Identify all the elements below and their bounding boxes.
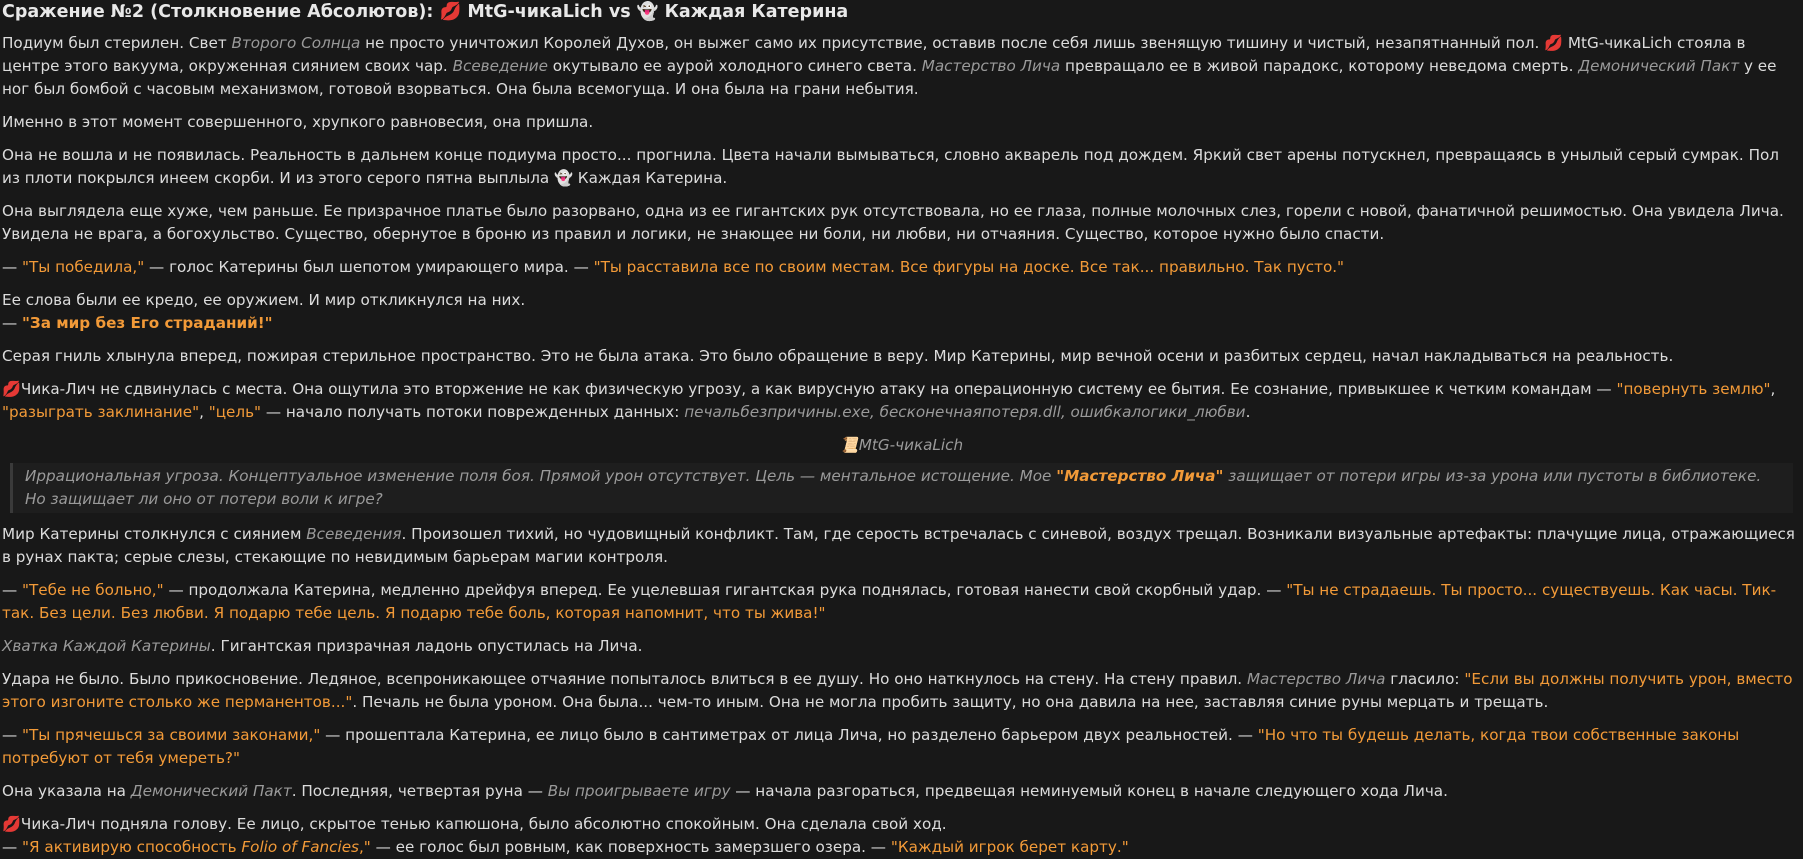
paragraph-12: Хватка Каждой Катерины. Гигантская призрачная ладонь опустилась на Лича. [2, 637, 643, 655]
paragraph-5: — "Ты победила," — голос Катерины был шепотом умирающего мира. — "Ты расставила все по своим местам. Все фигуры на доске. Все так... правильно. Так пусто." [2, 258, 1345, 276]
paragraph-15: Она указала на Демонический Пакт. Последняя, четвертая руна — Вы проигрываете игру — начала разгораться, предвещая неминуемый конец в начале следующего хода Лича. [2, 782, 1448, 800]
paragraph-17: — "Я активирую способность Folio of Fancies," — ее голос был ровным, как поверхность замерзшего озера. — "Каждый игрок берет карту." [2, 838, 1129, 856]
paragraph-1: Подиум был стерилен. Свет Второго Солнца не просто уничтожил Королей Духов, он выжег само их присутствие, оставив после себя лишь звенящую тишину и чистый, незапятнанный пол. 💋 MtG-чикаLich стояла в центре этого вакуума, окруженная сиянием своих чар. Всеведение окутывало ее аурой холодного синего света. Мастерство Лича превращало ее в живой парадокс, которому неведома смерть. Демонический Пакт у ее ног был бомбой с часовым механизмом, готовой взорваться. Она была всемогуща. И она была на грани небытия. [2, 34, 1777, 98]
paragraph-6: Ее слова были ее кредо, ее оружием. И мир откликнулся на них. [2, 291, 526, 309]
thought-blockquote: Иррациональная угроза. Концептуальное изменение поля боя. Прямой урон отсутствует. Цель — ментальное истощение. Мое "Мастерство Лича" защищает от потери игры из-за урона или пустоты в библиотеке. Но защищает ли оно от потери воли к игре? [10, 463, 1793, 513]
paragraph-8: Серая гниль хлынула вперед, пожирая стерильное пространство. Это не была атака. Это было обращение в веру. Мир Катерины, мир вечной осени и разбитых сердец, начал накладываться на реальность. [2, 347, 1674, 365]
paragraph-4: Она выглядела еще хуже, чем раньше. Ее призрачное платье было разорвано, одна из ее гигантских рук отсутствовала, но ее глаза, полные молочных слез, горели с новой, фанатичной решимостью. Она увидела Лича. Увидела не врага, а богохульство. Существо, обернутое в броню из правил и логики, не знающее ни боли, ни любви, ни отчаяния. Существо, которое нужно было спасти. [2, 202, 1784, 243]
paragraph-14: — "Ты прячешься за своими законами," — прошептала Катерина, ее лицо было в сантиметрах от лица Лича, но разделено барьером двух реальностей. — "Но что ты будешь делать, когда твои собственные законы потребуют от тебя умереть?" [2, 726, 1740, 767]
battle-title: Сражение №2 (Столкновение Абсолютов): 💋 MtG-чикаLich vs 👻 Каждая Катерина [2, 2, 849, 22]
paragraph-2: Именно в этот момент совершенного, хрупкого равновесия, она пришла. [2, 113, 594, 131]
paragraph-16: 💋Чика-Лич подняла голову. Ее лицо, скрытое тенью капюшона, было абсолютно спокойным. Она сделала свой ход. [2, 815, 947, 833]
paragraph-3: Она не вошла и не появилась. Реальность в дальнем конце подиума просто... прогнила. Цвета начали вымываться, словно акварель под дождем. Яркий свет арены потускнел, превращаясь в унылый серый сумрак. Пол из плоти покрылся инеем скорби. И из этого серого пятна выплыла 👻 Каждая Катерина. [2, 146, 1779, 187]
paragraph-10: Мир Катерины столкнулся с сиянием Всеведения. Произошел тихий, но чудовищный конфликт. Там, где серость встречалась с синевой, воздух трещал. Возникали визуальные артефакты: плачущие лица, отражающиеся в рунах пакта; серые слезы, стекающие по невидимым барьерам магии контроля. [2, 525, 1795, 566]
speaker-label: 📜MtG-чикаLich [839, 436, 964, 454]
paragraph-11: — "Тебе не больно," — продолжала Катерина, медленно дрейфуя вперед. Ее уцелевшая гигантская рука поднялась, готовая нанести свой скорбный удар. — "Ты не страдаешь. Ты просто... существуешь. Как часы. Тик-так. Без цели. Без любви. Я подарю тебе цель. Я подарю тебе боль, которая напомнит, что ты жива!" [2, 581, 1777, 622]
paragraph-9: 💋Чика-Лич не сдвинулась с места. Она ощутила это вторжение не как физическую угрозу, а как вирусную атаку на операционную систему ее бытия. Ее сознание, привыкшее к четким командам — "повернуть землю", "разыграть заклинание", "цель" — начало получать потоки поврежденных данных: печальбезпричины.exe, бесконечнаяпотеря.dll, ошибкалогики_любви. [2, 380, 1776, 421]
paragraph-7: — "За мир без Его страданий!" [2, 314, 273, 332]
paragraph-13: Удара не было. Было прикосновение. Ледяное, всепроникающее отчаяние попыталось влиться в ее душу. Но оно наткнулось на стену. На стену правил. Мастерство Лича гласило: "Если вы должны получить урон, вместо этого изгоните столько же перманентов...". Печаль не была уроном. Она была... чем-то иным. Она не могла пробить защиту, но она давила на нее, заставляя синие руны мерцать и трещать. [2, 670, 1793, 711]
